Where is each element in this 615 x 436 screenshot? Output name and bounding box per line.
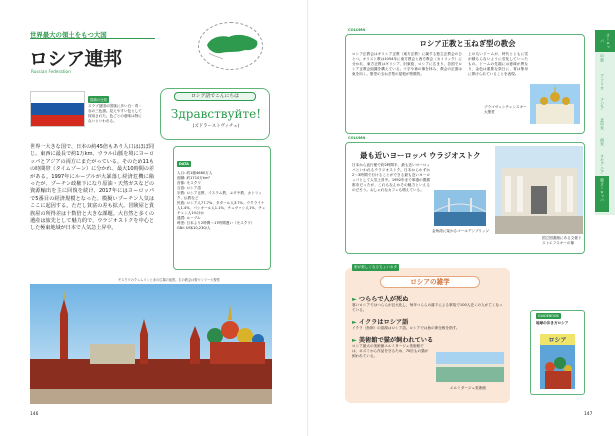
russia-flag: [30, 91, 85, 127]
data-row: GNI: US$10,230/人: [177, 226, 211, 230]
data-row: 宗教: ロシア正教、イスラム教、ユダヤ教、カトリック、仏教など: [177, 191, 262, 200]
locator-map: [198, 22, 263, 70]
trivia-tag: 旅が楽しくなるちょいネタ: [354, 265, 398, 269]
side-tab[interactable]: アフリカ: [600, 74, 605, 90]
trivia-item: [352, 317, 504, 331]
cover-illustration: [540, 345, 575, 389]
bridge-caption: 金角湾に架かるゴールデンブリッジ: [432, 229, 490, 233]
column2-text: 日本から直行便で約2時間半、最も近いヨーロッパといわれるウラジオストク。日本からわずか2〜3時間で行けることができる最も近いヨーロッパとして人気上昇中。1992年まで軍港の閉鎖都市だったが、これもなんかその魅力といえるのだろう。おしゃれなカフェも増えている。: [352, 163, 430, 192]
side-tab[interactable]: 南米: [600, 138, 605, 146]
trivia-text: 寒いロシアではつららが巨大化し、毎年つららの落下による事故で100人近くの人が亡くなっている。: [352, 303, 503, 312]
trivia-head: 美術館で猫が飼われている: [358, 337, 434, 344]
hermitage-caption: エルミタージュ美術館: [450, 386, 486, 390]
guidebook-cover[interactable]: [540, 334, 575, 389]
kremlin-illustration: [30, 284, 272, 404]
column1-text-2: 上の丸いドームが、時代とともに雪が積もらないように変化していったもの。ドームの先端には意味が異なり、金色は重要な祭日に、青は聖母に捧げられていることを表現。: [468, 52, 528, 76]
library-illustration: [495, 146, 583, 234]
column1-title: ロシア正教と玉ねぎ型の教会: [419, 39, 516, 48]
data-row: 面積: 約1710万km²: [177, 176, 210, 180]
bridge-illustration: [434, 190, 486, 226]
page-subtitle: Russian Federation: [31, 69, 71, 74]
side-tab[interactable]: 北中米: [600, 118, 605, 130]
flag-note: スラブ諸国の国旗に多い白・青・赤の三色旗。見えやすい色として採用された。色ごとの意味は特にないといわれる。: [88, 104, 142, 123]
trivia-list: [352, 294, 504, 359]
page-number-right: 147: [584, 412, 593, 417]
guidebook-cover-title: ロシア: [540, 334, 575, 345]
data-row: 民族: ロシア人77.7%、タタール人3.7%、ウクライナ人1.4%、バシキール人1.1%、チュヴァシ人1%、チェチェン人1%ほか: [177, 201, 266, 215]
cathedral-caption: ブラゴヴェシチェンスキー大聖堂: [484, 105, 527, 114]
arrow-icon: ►: [352, 296, 357, 303]
greeting-tag: ロシア語でこんにちは: [174, 92, 256, 101]
guidebook-tag: GUIDEBOOK: [538, 314, 559, 318]
arrow-icon: ►: [352, 337, 357, 344]
side-tab[interactable]: ヨーロッパ: [595, 30, 615, 52]
data-row: 首都: モスクワ: [177, 181, 201, 185]
trivia-title: ロシアの雑学: [380, 276, 480, 288]
trivia-text: イクラ（魚卵）の語源はロシア語。ロシアでは魚の卵全般を指す。: [352, 326, 460, 330]
column1-tag: COLUMN: [348, 28, 366, 32]
data-row: 言語: ロシア語: [177, 186, 201, 190]
hermitage-photo: [436, 352, 504, 382]
data-row: 時差: 日本より2時間〜17時間遅い（モスクワ）: [177, 221, 255, 225]
cathedral-photo: [530, 84, 580, 124]
data-row: 通貨: ルーブル: [177, 216, 201, 220]
photo-caption: モスクワのクレムリンと赤の広場の夜景。右の教会は聖ワシリー大聖堂: [118, 278, 220, 282]
trivia-head: イクラはロシア語: [358, 319, 409, 326]
greeting-word: Здравствуйте!: [170, 107, 262, 121]
side-tab[interactable]: アジア: [600, 98, 605, 110]
page-number-left: 146: [30, 412, 39, 417]
side-tabs: [595, 30, 615, 215]
data-title: DATA: [179, 162, 189, 166]
greeting-reading: (ズドラーストヴィチェ): [192, 124, 240, 129]
trivia-text: ロシア最大の美術館エルミタージュ美術館では、ネズミから作品を守るため、70匹もの猫が飼われている。: [352, 344, 429, 358]
column1-text: ロシア正教会はギリシア正教（東方正教）に属する独立正教会のひとつ。キリスト教は1054年に東方教会と西方教会（カトリック）に分かれ、東方正教はギリシア、旧東欧、ロシアに広まり、各国でロシア正教会組織を構えている。十字や神の像を拝み、教会の正面は東を向く。聖堂の玉ねぎ型の屋根が特徴的。: [352, 52, 462, 76]
page-title: ロシア連邦: [29, 49, 122, 70]
flag-note-tag: 国旗の豆知: [90, 98, 107, 102]
cathedral-illustration: [530, 84, 580, 124]
data-row: 人口: 約1億4680万人: [177, 171, 213, 175]
kicker-rule: [30, 38, 155, 39]
arrow-icon: ►: [352, 319, 357, 326]
intro-text: 世界一大きな国で、日本の約45倍もあり人口はほぼ同じ。東西に最長で約1万km、ウラル山脈を境にヨーロッパとアジアの両方にまたがっている。そのため11もの時間帯（タイムゾーン）に分かれ、最大10時間の差がある。1997年にルーブルが大暴落し経済危機に陥ったが、プーチン政権下になり原油・天然ガスなどの資源輸出を主に回復を続け、2017年にはヨーロッパで5番目の経済規模となった。模擬いプーチン人気はここに起因する。ただし貧富の差も拡大。冒険屋と貴族屋の所得差は十数倍と大きな課題。大自然と多くの遺産は旅先として魅力的で、ウラジオストクを中心とした極東地域が日本で人気急上昇中。: [30, 144, 154, 232]
data-rows: [177, 171, 267, 231]
library-photo: [495, 146, 583, 234]
side-tab[interactable]: 中東: [600, 54, 605, 62]
hermitage-illustration: [436, 352, 504, 382]
data-box: [173, 146, 271, 270]
side-tab[interactable]: 東ヨーロッパ: [595, 176, 609, 212]
page-fold: [307, 0, 309, 436]
bridge-photo: [434, 190, 486, 226]
trivia-head: つららで人が死ぬ: [358, 296, 409, 303]
column2-title: 最も近いヨーロッパ ウラジオストク: [360, 151, 481, 160]
trivia-item: [352, 294, 504, 313]
library-caption: 国立図書館にある文豪ドストエフスキーの像: [542, 236, 582, 245]
guidebook-title[interactable]: 地球の歩き方ロシア: [536, 321, 569, 325]
column2-tag: COLUMN: [348, 136, 366, 140]
map-shape: [199, 23, 263, 70]
kicker: 世界最大の領土をもつ大国: [30, 31, 107, 39]
kremlin-photo: [30, 284, 272, 404]
side-tab[interactable]: オセアニア: [600, 154, 605, 174]
